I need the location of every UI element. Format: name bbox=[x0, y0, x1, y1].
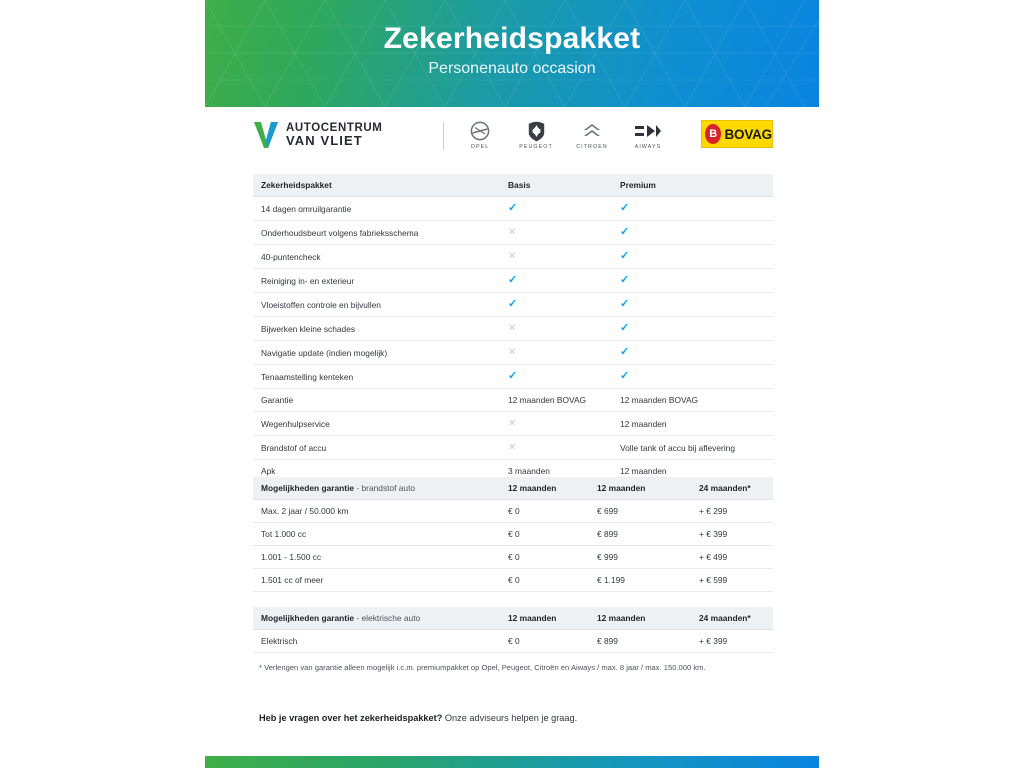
row-feature: Bijwerken kleine schades bbox=[253, 317, 500, 341]
logo-divider bbox=[443, 122, 444, 150]
row-price-c: + € 299 bbox=[691, 500, 773, 523]
check-icon: ✓ bbox=[508, 370, 518, 382]
check-icon: ✓ bbox=[508, 274, 518, 286]
garantie-elektrisch-table bbox=[253, 607, 773, 653]
row-price-a: € 0 bbox=[500, 546, 589, 569]
garantie-subtitle: - brandstof auto bbox=[354, 483, 416, 493]
contact-cta bbox=[259, 713, 764, 723]
dealer-name-line2: VAN VLIET bbox=[286, 133, 363, 149]
brand-aiways bbox=[628, 120, 668, 150]
zekerheidspakket-table-body bbox=[253, 197, 773, 483]
van-vliet-mark-icon bbox=[253, 120, 279, 150]
check-icon: ✓ bbox=[620, 202, 630, 214]
row-feature: Elektrisch bbox=[253, 630, 500, 653]
cross-icon: ✕ bbox=[508, 251, 517, 262]
row-basis bbox=[500, 221, 612, 245]
row-feature: Wegenhulpservice bbox=[253, 412, 500, 436]
row-premium bbox=[612, 197, 773, 221]
row-price-b: € 999 bbox=[589, 546, 691, 569]
check-icon: ✓ bbox=[620, 322, 630, 334]
row-price-b: € 699 bbox=[589, 500, 691, 523]
check-icon: ✓ bbox=[508, 202, 518, 214]
bovag-mark-icon bbox=[705, 124, 721, 144]
footer-bar bbox=[205, 756, 819, 768]
bovag-logo bbox=[701, 120, 773, 148]
logo-row bbox=[253, 120, 773, 156]
row-price-a: € 0 bbox=[500, 569, 589, 592]
col-header-premium: Premium bbox=[612, 174, 773, 197]
row-premium bbox=[612, 269, 773, 293]
dealer-logo bbox=[253, 120, 382, 150]
row-feature: Max. 2 jaar / 50.000 km bbox=[253, 500, 500, 523]
table-row bbox=[253, 245, 773, 269]
table-row bbox=[253, 317, 773, 341]
row-feature: Garantie bbox=[253, 389, 500, 412]
check-icon: ✓ bbox=[620, 346, 630, 358]
brand-citroen bbox=[572, 120, 612, 150]
row-premium: Volle tank of accu bij aflevering bbox=[612, 436, 773, 460]
check-icon: ✓ bbox=[620, 274, 630, 286]
dealer-name bbox=[286, 122, 382, 148]
row-feature: Reiniging in- en exterieur bbox=[253, 269, 500, 293]
check-icon: ✓ bbox=[620, 370, 630, 382]
row-premium: 12 maanden bbox=[612, 460, 773, 483]
check-icon: ✓ bbox=[508, 298, 518, 310]
col-header-ev-c: 24 maanden* bbox=[691, 607, 773, 630]
page-title: Zekerheidspakket bbox=[383, 22, 641, 55]
row-basis bbox=[500, 317, 612, 341]
table-row bbox=[253, 500, 773, 523]
row-price-b: € 899 bbox=[589, 523, 691, 546]
row-feature: 40-puntencheck bbox=[253, 245, 500, 269]
garantie-brandstof-table-body bbox=[253, 500, 773, 592]
table-row bbox=[253, 293, 773, 317]
table-row bbox=[253, 389, 773, 412]
brand-opel bbox=[460, 120, 500, 150]
row-price-a: € 0 bbox=[500, 500, 589, 523]
row-premium bbox=[612, 221, 773, 245]
col-header-basis: Basis bbox=[500, 174, 612, 197]
row-basis: 3 maanden bbox=[500, 460, 612, 483]
dealer-name-line1: AUTOCENTRUM bbox=[286, 122, 383, 135]
table-row bbox=[253, 569, 773, 592]
table-row bbox=[253, 546, 773, 569]
row-basis bbox=[500, 197, 612, 221]
table-header-row bbox=[253, 477, 773, 500]
cross-icon: ✕ bbox=[508, 323, 517, 334]
col-header-fuel-c: 24 maanden* bbox=[691, 477, 773, 500]
table-row bbox=[253, 436, 773, 460]
check-icon: ✓ bbox=[620, 226, 630, 238]
row-feature: 1.501 cc of meer bbox=[253, 569, 500, 592]
row-feature: Apk bbox=[253, 460, 500, 483]
col-header-garantie-elektrisch bbox=[253, 607, 500, 630]
col-header-fuel-a: 12 maanden bbox=[500, 477, 589, 500]
brand-opel-label: OPEL bbox=[470, 144, 490, 150]
garantie-brandstof-table bbox=[253, 477, 773, 592]
bovag-wordmark: BOVAG bbox=[724, 126, 772, 142]
aiways-logo-icon bbox=[628, 120, 668, 142]
header-banner bbox=[205, 0, 819, 107]
table-row bbox=[253, 221, 773, 245]
col-header-garantie-brandstof bbox=[253, 477, 500, 500]
peugeot-logo-icon bbox=[516, 120, 556, 142]
table-header-row bbox=[253, 174, 773, 197]
row-feature: Brandstof of accu bbox=[253, 436, 500, 460]
row-feature: Navigatie update (indien mogelijk) bbox=[253, 341, 500, 365]
row-feature: Tenaamstelling kenteken bbox=[253, 365, 500, 389]
table-row bbox=[253, 269, 773, 293]
row-basis bbox=[500, 269, 612, 293]
row-feature: 14 dagen omruilgarantie bbox=[253, 197, 500, 221]
table-row bbox=[253, 365, 773, 389]
cross-icon: ✕ bbox=[508, 227, 517, 238]
brand-aiways-label: AIWAYS bbox=[634, 144, 662, 150]
bovag-mark-letter: B bbox=[709, 127, 718, 140]
zekerheidspakket-table bbox=[253, 174, 773, 483]
table-row bbox=[253, 630, 773, 653]
col-header-ev-b: 12 maanden bbox=[589, 607, 691, 630]
cta-question: Heb je vragen over het zekerheidspakket? bbox=[259, 713, 443, 723]
garantie-title: Mogelijkheden garantie bbox=[261, 613, 355, 623]
cross-icon: ✕ bbox=[508, 418, 517, 429]
row-price-c: + € 499 bbox=[691, 546, 773, 569]
row-price-a: € 0 bbox=[500, 523, 589, 546]
row-feature: Onderhoudsbeurt volgens fabrieksschema bbox=[253, 221, 500, 245]
cross-icon: ✕ bbox=[508, 347, 517, 358]
opel-logo-icon bbox=[460, 120, 500, 142]
table-header-row bbox=[253, 607, 773, 630]
garantie-subtitle: - elektrische auto bbox=[354, 613, 421, 623]
row-basis bbox=[500, 293, 612, 317]
brand-peugeot-label: PEUGEOT bbox=[519, 144, 553, 150]
cross-icon: ✕ bbox=[508, 442, 517, 453]
page-subtitle: Personenauto occasion bbox=[428, 60, 596, 77]
row-price-b: € 899 bbox=[589, 630, 691, 653]
footnote: * Verlengen van garantie alleen mogelijk i.c.m. premiumpakket op Opel, Peugeot, Citroën en Aiways / max. 8 jaar / max. 150.000 km. bbox=[259, 663, 706, 672]
col-header-feature: Zekerheidspakket bbox=[253, 174, 500, 197]
check-icon: ✓ bbox=[620, 250, 630, 262]
row-feature: Tot 1.000 cc bbox=[253, 523, 500, 546]
row-premium: 12 maanden bbox=[612, 412, 773, 436]
row-price-b: € 1.199 bbox=[589, 569, 691, 592]
garantie-title: Mogelijkheden garantie bbox=[261, 483, 355, 493]
garantie-elektrisch-table-body bbox=[253, 630, 773, 653]
col-header-ev-a: 12 maanden bbox=[500, 607, 589, 630]
table-row bbox=[253, 197, 773, 221]
check-icon: ✓ bbox=[620, 298, 630, 310]
row-basis bbox=[500, 412, 612, 436]
row-premium bbox=[612, 341, 773, 365]
row-premium: 12 maanden BOVAG bbox=[612, 389, 773, 412]
row-premium bbox=[612, 245, 773, 269]
col-header-fuel-b: 12 maanden bbox=[589, 477, 691, 500]
row-basis: 12 maanden BOVAG bbox=[500, 389, 612, 412]
brand-citroen-label: CITROEN bbox=[576, 144, 608, 150]
row-price-c: + € 399 bbox=[691, 630, 773, 653]
row-basis bbox=[500, 245, 612, 269]
row-basis bbox=[500, 365, 612, 389]
table-row bbox=[253, 341, 773, 365]
brand-logos bbox=[460, 120, 668, 150]
row-feature: 1.001 - 1.500 cc bbox=[253, 546, 500, 569]
table-row bbox=[253, 523, 773, 546]
brand-peugeot bbox=[516, 120, 556, 150]
row-premium bbox=[612, 317, 773, 341]
row-feature: Vloeistoffen controle en bijvullen bbox=[253, 293, 500, 317]
row-basis bbox=[500, 436, 612, 460]
row-price-a: € 0 bbox=[500, 630, 589, 653]
row-price-c: + € 599 bbox=[691, 569, 773, 592]
table-row bbox=[253, 412, 773, 436]
citroen-logo-icon bbox=[572, 120, 612, 142]
row-basis bbox=[500, 341, 612, 365]
row-premium bbox=[612, 365, 773, 389]
row-price-c: + € 399 bbox=[691, 523, 773, 546]
row-premium bbox=[612, 293, 773, 317]
cta-answer: Onze adviseurs helpen je graag. bbox=[442, 713, 578, 723]
